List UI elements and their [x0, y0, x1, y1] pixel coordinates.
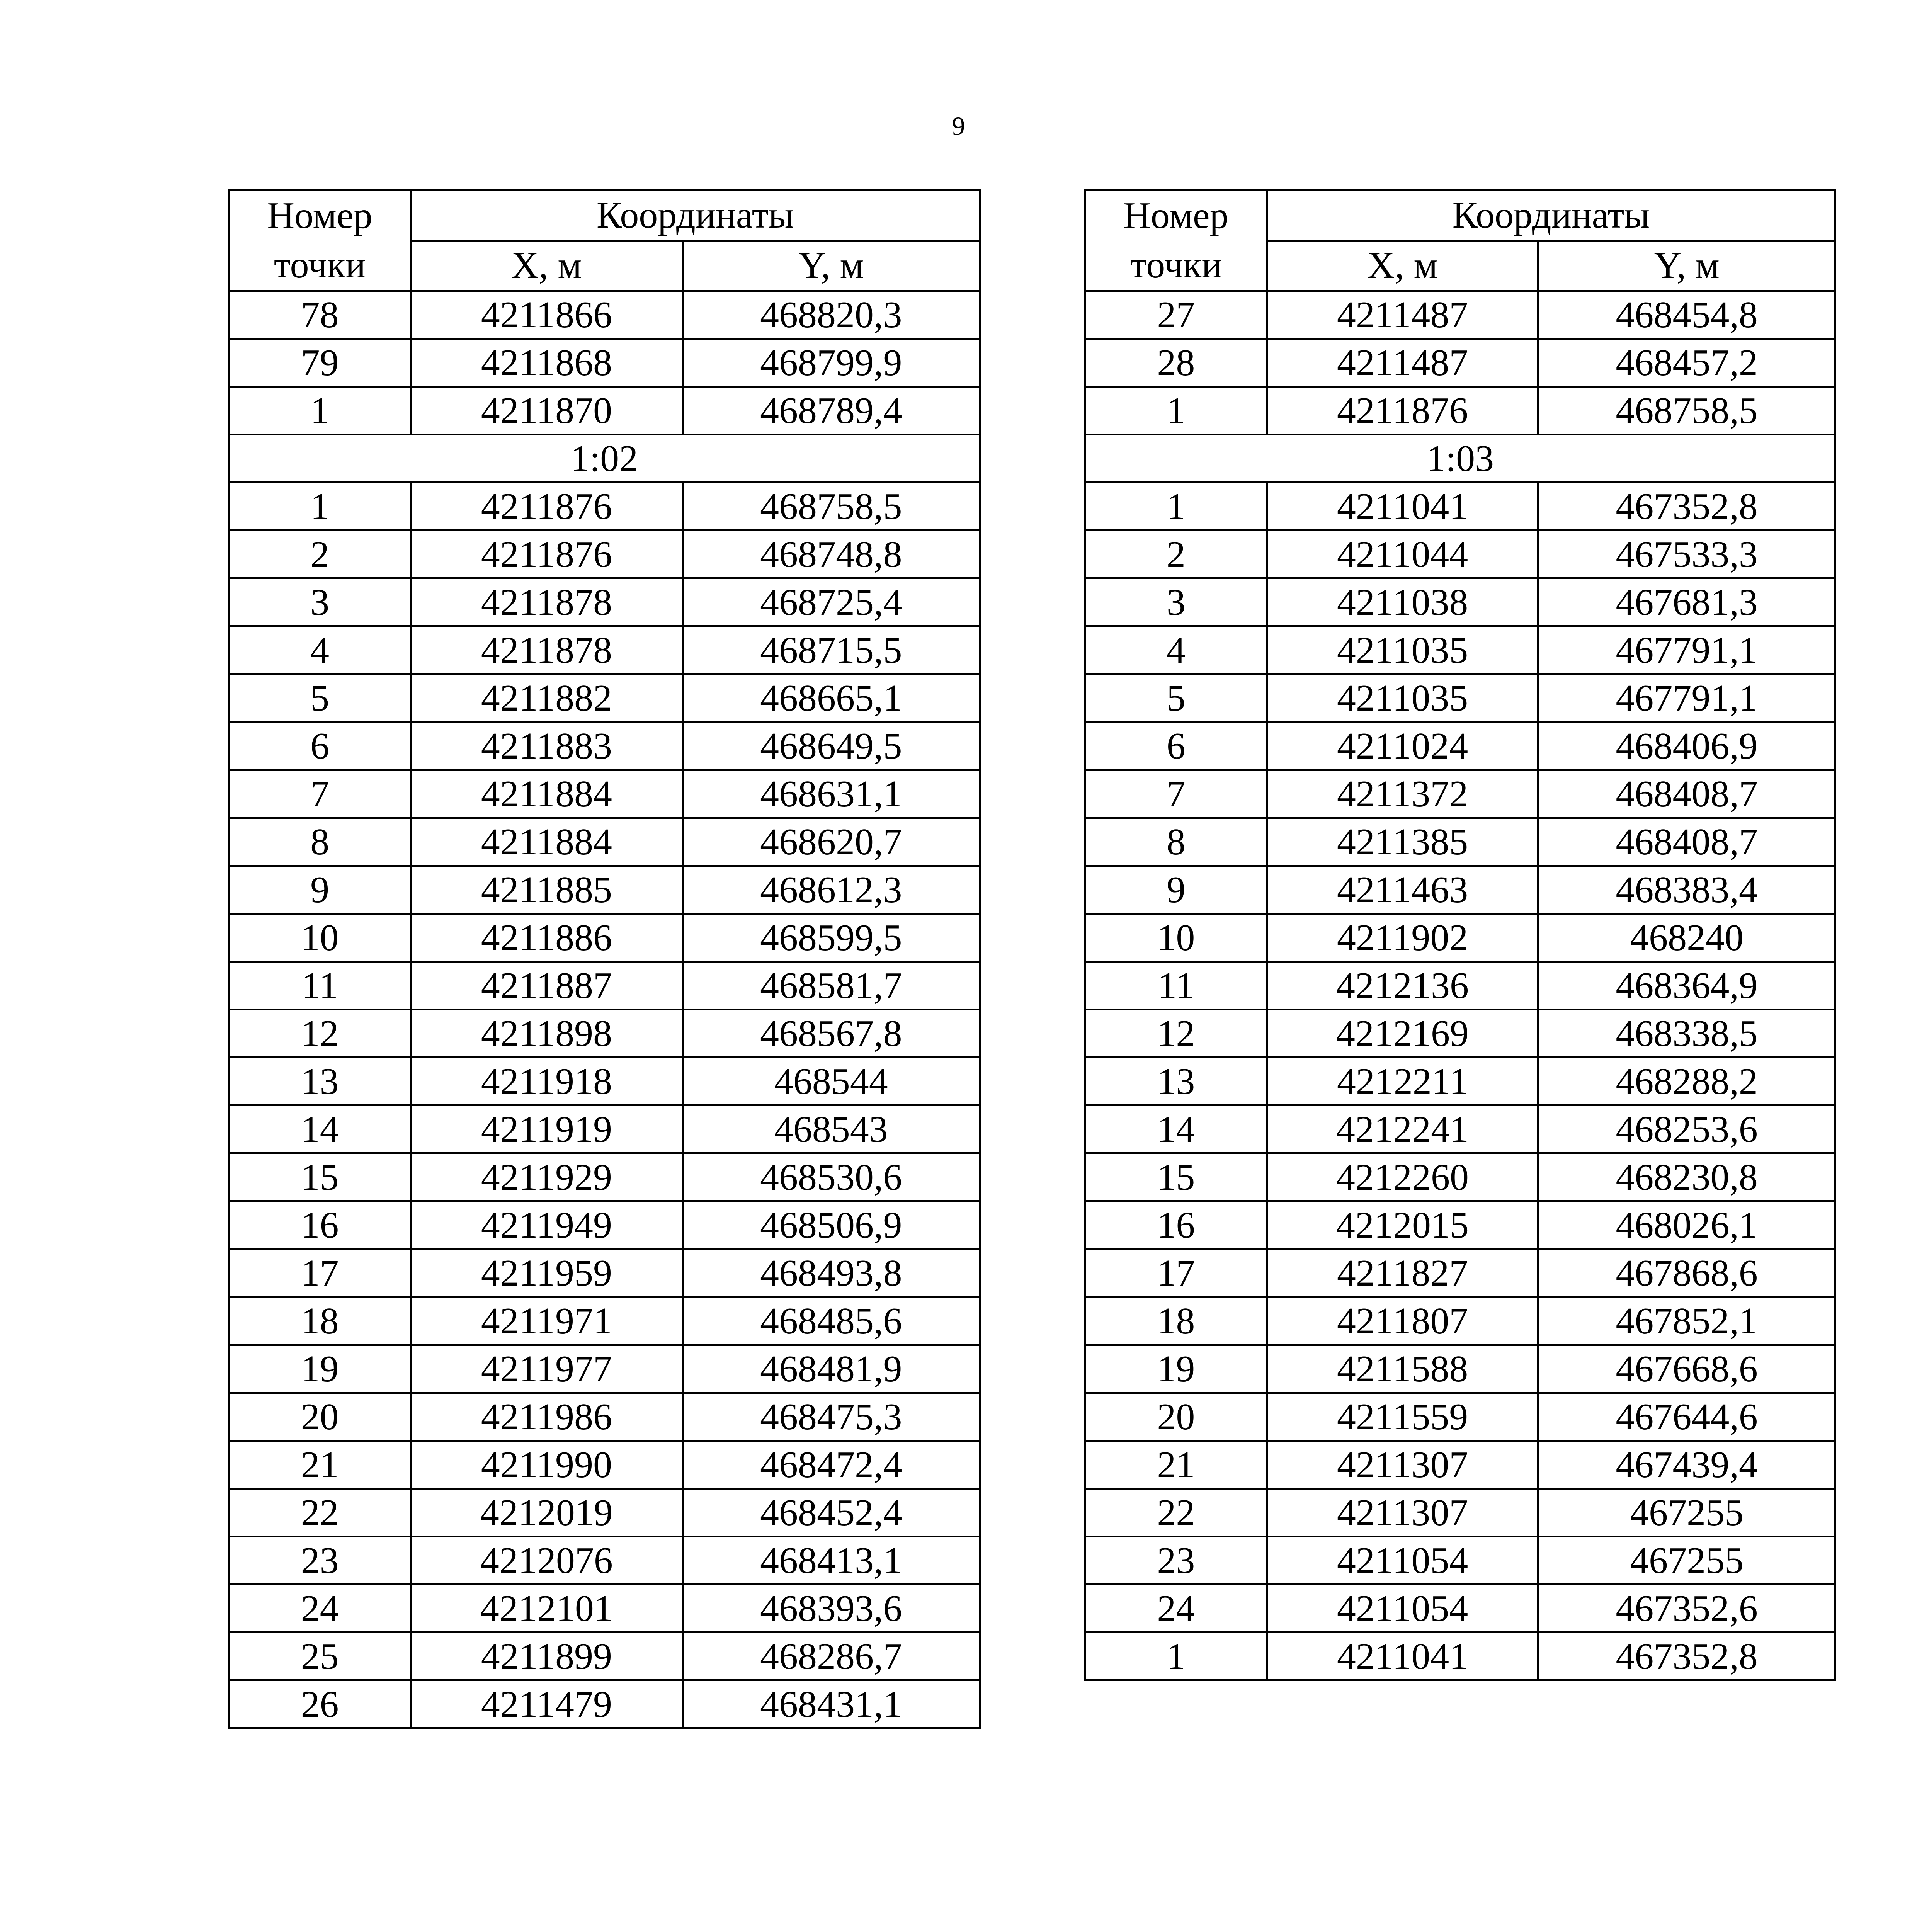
- x-coordinate-cell: 4211884: [411, 818, 682, 866]
- y-coordinate-cell: 468408,7: [1538, 818, 1835, 866]
- point-number-cell: 21: [1085, 1441, 1267, 1489]
- table-row: [1085, 291, 1835, 339]
- point-number-cell: 1: [1085, 387, 1267, 435]
- y-coordinate-cell: 468493,8: [682, 1249, 980, 1297]
- y-coordinate-cell: 468758,5: [1538, 387, 1835, 435]
- point-number-cell: 12: [1085, 1010, 1267, 1058]
- x-coordinate-cell: 4211902: [1267, 914, 1538, 962]
- table-row: [229, 962, 980, 1010]
- point-number-cell: 23: [229, 1537, 411, 1585]
- y-coordinate-cell: 468715,5: [682, 626, 980, 674]
- table-row: [229, 914, 980, 962]
- y-coordinate-cell: 468452,4: [682, 1489, 980, 1537]
- point-number-cell: 22: [1085, 1489, 1267, 1537]
- x-coordinate-cell: 4211899: [411, 1633, 682, 1680]
- x-coordinate-cell: 4211479: [411, 1680, 682, 1728]
- y-coordinate-cell: 467681,3: [1538, 578, 1835, 626]
- x-coordinate-cell: 4211487: [1267, 339, 1538, 387]
- point-number-cell: 9: [1085, 866, 1267, 914]
- x-column-header: X, м: [1267, 240, 1538, 291]
- x-coordinate-cell: 4211463: [1267, 866, 1538, 914]
- x-coordinate-cell: 4211035: [1267, 674, 1538, 722]
- point-number-cell: 6: [229, 722, 411, 770]
- y-coordinate-cell: 467791,1: [1538, 674, 1835, 722]
- y-coordinate-cell: 468665,1: [682, 674, 980, 722]
- table-row: [1085, 1201, 1835, 1249]
- table-row: [1085, 578, 1835, 626]
- y-coordinate-cell: 467533,3: [1538, 531, 1835, 578]
- table-row: [229, 1153, 980, 1201]
- table-row: [229, 1393, 980, 1441]
- x-coordinate-cell: 4211024: [1267, 722, 1538, 770]
- x-coordinate-cell: 4211827: [1267, 1249, 1538, 1297]
- table-row: [1085, 1585, 1835, 1633]
- table-row: [1085, 818, 1835, 866]
- point-number-cell: 8: [1085, 818, 1267, 866]
- point-number-cell: 16: [1085, 1201, 1267, 1249]
- point-number-cell: 9: [229, 866, 411, 914]
- y-coordinate-cell: 467352,8: [1538, 1633, 1835, 1680]
- y-coordinate-cell: 468649,5: [682, 722, 980, 770]
- point-number-cell: 5: [229, 674, 411, 722]
- point-number-cell: 19: [1085, 1345, 1267, 1393]
- table-row: [1085, 1441, 1835, 1489]
- y-coordinate-cell: 468364,9: [1538, 962, 1835, 1010]
- table-row: [229, 483, 980, 531]
- point-number-cell: 25: [229, 1633, 411, 1680]
- point-number-header-line1: Номер: [1123, 195, 1229, 236]
- y-coordinate-cell: 468599,5: [682, 914, 980, 962]
- point-number-cell: 14: [229, 1105, 411, 1153]
- y-coordinate-cell: 467439,4: [1538, 1441, 1835, 1489]
- point-number-cell: 2: [1085, 531, 1267, 578]
- y-coordinate-cell: 468620,7: [682, 818, 980, 866]
- point-number-header: [1085, 190, 1267, 291]
- table-row: [1085, 962, 1835, 1010]
- point-number-cell: 7: [1085, 770, 1267, 818]
- point-number-cell: 18: [229, 1297, 411, 1345]
- point-number-cell: 16: [229, 1201, 411, 1249]
- coordinates-header: Координаты: [1267, 190, 1835, 241]
- table-row: [1085, 1153, 1835, 1201]
- y-coordinate-cell: 468288,2: [1538, 1058, 1835, 1105]
- table-row: [1085, 722, 1835, 770]
- point-number-cell: 26: [229, 1680, 411, 1728]
- x-coordinate-cell: 4211044: [1267, 531, 1538, 578]
- point-number-cell: 15: [229, 1153, 411, 1201]
- group-label: 1:03: [1085, 435, 1835, 483]
- point-number-cell: 1: [1085, 1633, 1267, 1680]
- point-number-cell: 13: [229, 1058, 411, 1105]
- table-row: [1085, 1489, 1835, 1537]
- x-coordinate-cell: 4211054: [1267, 1585, 1538, 1633]
- x-coordinate-cell: 4211949: [411, 1201, 682, 1249]
- x-coordinate-cell: 4211884: [411, 770, 682, 818]
- point-number-cell: 7: [229, 770, 411, 818]
- group-label: 1:02: [229, 435, 980, 483]
- y-coordinate-cell: 468408,7: [1538, 770, 1835, 818]
- table-row: [229, 626, 980, 674]
- y-coordinate-cell: 468506,9: [682, 1201, 980, 1249]
- table-row: [1085, 339, 1835, 387]
- table-row: [1085, 1633, 1835, 1680]
- point-number-cell: 11: [1085, 962, 1267, 1010]
- x-coordinate-cell: 4211372: [1267, 770, 1538, 818]
- x-coordinate-cell: 4211868: [411, 339, 682, 387]
- table-row: [229, 722, 980, 770]
- table-row: [229, 291, 980, 339]
- table-row: [229, 578, 980, 626]
- table-row: [1085, 626, 1835, 674]
- x-coordinate-cell: 4211307: [1267, 1489, 1538, 1537]
- x-coordinate-cell: 4211876: [1267, 387, 1538, 435]
- point-number-cell: 4: [1085, 626, 1267, 674]
- x-coordinate-cell: 4211035: [1267, 626, 1538, 674]
- x-coordinate-cell: 4211929: [411, 1153, 682, 1201]
- x-coordinate-cell: 4212211: [1267, 1058, 1538, 1105]
- table-body: [229, 291, 980, 1728]
- y-coordinate-cell: 467868,6: [1538, 1249, 1835, 1297]
- point-number-cell: 6: [1085, 722, 1267, 770]
- table-row: [229, 770, 980, 818]
- y-coordinate-cell: 468240: [1538, 914, 1835, 962]
- x-coordinate-cell: 4211971: [411, 1297, 682, 1345]
- x-coordinate-cell: 4211054: [1267, 1537, 1538, 1585]
- table-row: [229, 1633, 980, 1680]
- x-coordinate-cell: 4212015: [1267, 1201, 1538, 1249]
- y-coordinate-cell: 468413,1: [682, 1537, 980, 1585]
- point-number-cell: 3: [1085, 578, 1267, 626]
- y-coordinate-cell: 468758,5: [682, 483, 980, 531]
- table-body: [1085, 291, 1835, 1680]
- point-number-cell: 4: [229, 626, 411, 674]
- y-coordinate-cell: 468485,6: [682, 1297, 980, 1345]
- x-coordinate-cell: 4211876: [411, 483, 682, 531]
- point-number-cell: 19: [229, 1345, 411, 1393]
- point-number-cell: 20: [1085, 1393, 1267, 1441]
- group-label-row: [1085, 435, 1835, 483]
- table-row: [229, 1585, 980, 1633]
- x-column-header: X, м: [411, 240, 682, 291]
- y-coordinate-cell: 468799,9: [682, 339, 980, 387]
- x-coordinate-cell: 4212241: [1267, 1105, 1538, 1153]
- page-number: 9: [952, 111, 965, 141]
- point-number-cell: 24: [1085, 1585, 1267, 1633]
- point-number-cell: 11: [229, 962, 411, 1010]
- x-coordinate-cell: 4211878: [411, 626, 682, 674]
- y-coordinate-cell: 467352,8: [1538, 483, 1835, 531]
- coordinates-table-right: [1084, 189, 1836, 1681]
- point-number-cell: 13: [1085, 1058, 1267, 1105]
- point-number-cell: 22: [229, 1489, 411, 1537]
- x-coordinate-cell: 4212169: [1267, 1010, 1538, 1058]
- point-number-cell: 20: [229, 1393, 411, 1441]
- y-coordinate-cell: 468383,4: [1538, 866, 1835, 914]
- table-row: [1085, 914, 1835, 962]
- x-coordinate-cell: 4211977: [411, 1345, 682, 1393]
- table-row: [1085, 770, 1835, 818]
- y-coordinate-cell: 468472,4: [682, 1441, 980, 1489]
- x-coordinate-cell: 4211041: [1267, 483, 1538, 531]
- x-coordinate-cell: 4211883: [411, 722, 682, 770]
- table-row: [229, 866, 980, 914]
- table-row: [1085, 483, 1835, 531]
- point-number-cell: 23: [1085, 1537, 1267, 1585]
- x-coordinate-cell: 4211307: [1267, 1441, 1538, 1489]
- table-row: [1085, 1249, 1835, 1297]
- point-number-cell: 27: [1085, 291, 1267, 339]
- y-column-header: Y, м: [682, 240, 980, 291]
- x-coordinate-cell: 4212076: [411, 1537, 682, 1585]
- point-number-cell: 17: [229, 1249, 411, 1297]
- table-row: [1085, 1058, 1835, 1105]
- y-coordinate-cell: 467255: [1538, 1537, 1835, 1585]
- table-row: [229, 1297, 980, 1345]
- table-row: [229, 1441, 980, 1489]
- coordinates-table-left: [228, 189, 981, 1729]
- y-coordinate-cell: 468481,9: [682, 1345, 980, 1393]
- point-number-cell: 28: [1085, 339, 1267, 387]
- y-coordinate-cell: 468631,1: [682, 770, 980, 818]
- y-coordinate-cell: 468253,6: [1538, 1105, 1835, 1153]
- table-row: [229, 1010, 980, 1058]
- table-row: [229, 387, 980, 435]
- point-number-cell: 3: [229, 578, 411, 626]
- x-coordinate-cell: 4211886: [411, 914, 682, 962]
- table-row: [229, 1537, 980, 1585]
- table-row: [229, 1345, 980, 1393]
- x-coordinate-cell: 4211986: [411, 1393, 682, 1441]
- table-row: [229, 1105, 980, 1153]
- y-coordinate-cell: 468286,7: [682, 1633, 980, 1680]
- table-row: [1085, 674, 1835, 722]
- table-row: [1085, 387, 1835, 435]
- x-coordinate-cell: 4211588: [1267, 1345, 1538, 1393]
- point-number-cell: 18: [1085, 1297, 1267, 1345]
- y-coordinate-cell: 468457,2: [1538, 339, 1835, 387]
- point-number-cell: 17: [1085, 1249, 1267, 1297]
- point-number-header: [229, 190, 411, 291]
- y-coordinate-cell: 468820,3: [682, 291, 980, 339]
- y-coordinate-cell: 468748,8: [682, 531, 980, 578]
- point-number-cell: 78: [229, 291, 411, 339]
- point-number-cell: 1: [229, 483, 411, 531]
- y-coordinate-cell: 467352,6: [1538, 1585, 1835, 1633]
- point-number-cell: 21: [229, 1441, 411, 1489]
- table-row: [229, 1249, 980, 1297]
- table-row: [1085, 1010, 1835, 1058]
- x-coordinate-cell: 4211038: [1267, 578, 1538, 626]
- table-row: [1085, 531, 1835, 578]
- x-coordinate-cell: 4211882: [411, 674, 682, 722]
- y-coordinate-cell: 468567,8: [682, 1010, 980, 1058]
- point-number-header-line1: Номер: [267, 195, 373, 236]
- table-row: [1085, 1537, 1835, 1585]
- x-coordinate-cell: 4212101: [411, 1585, 682, 1633]
- y-coordinate-cell: 468475,3: [682, 1393, 980, 1441]
- y-coordinate-cell: 468026,1: [1538, 1201, 1835, 1249]
- x-coordinate-cell: 4211870: [411, 387, 682, 435]
- point-number-cell: 5: [1085, 674, 1267, 722]
- table-row: [1085, 1105, 1835, 1153]
- x-coordinate-cell: 4211807: [1267, 1297, 1538, 1345]
- y-coordinate-cell: 468454,8: [1538, 291, 1835, 339]
- y-coordinate-cell: 468393,6: [682, 1585, 980, 1633]
- point-number-header-line2: точки: [274, 244, 366, 286]
- x-coordinate-cell: 4211041: [1267, 1633, 1538, 1680]
- point-number-cell: 14: [1085, 1105, 1267, 1153]
- table-row: [229, 1201, 980, 1249]
- table-row: [229, 531, 980, 578]
- point-number-cell: 2: [229, 531, 411, 578]
- y-coordinate-cell: 468789,4: [682, 387, 980, 435]
- point-number-cell: 10: [1085, 914, 1267, 962]
- point-number-cell: 15: [1085, 1153, 1267, 1201]
- x-coordinate-cell: 4212260: [1267, 1153, 1538, 1201]
- y-coordinate-cell: 468530,6: [682, 1153, 980, 1201]
- coordinates-header: Координаты: [411, 190, 980, 241]
- y-coordinate-cell: 468725,4: [682, 578, 980, 626]
- point-number-cell: 8: [229, 818, 411, 866]
- y-coordinate-cell: 468338,5: [1538, 1010, 1835, 1058]
- y-coordinate-cell: 467255: [1538, 1489, 1835, 1537]
- table-row: [229, 1058, 980, 1105]
- x-coordinate-cell: 4211487: [1267, 291, 1538, 339]
- x-coordinate-cell: 4212136: [1267, 962, 1538, 1010]
- y-coordinate-cell: 468406,9: [1538, 722, 1835, 770]
- point-number-cell: 12: [229, 1010, 411, 1058]
- x-coordinate-cell: 4212019: [411, 1489, 682, 1537]
- point-number-cell: 10: [229, 914, 411, 962]
- y-column-header: Y, м: [1538, 240, 1835, 291]
- table-header: [1085, 190, 1835, 291]
- y-coordinate-cell: 468581,7: [682, 962, 980, 1010]
- x-coordinate-cell: 4211898: [411, 1010, 682, 1058]
- y-coordinate-cell: 468230,8: [1538, 1153, 1835, 1201]
- x-coordinate-cell: 4211878: [411, 578, 682, 626]
- point-number-header-line2: точки: [1130, 244, 1222, 286]
- table-row: [229, 818, 980, 866]
- y-coordinate-cell: 467644,6: [1538, 1393, 1835, 1441]
- x-coordinate-cell: 4211559: [1267, 1393, 1538, 1441]
- point-number-cell: 1: [229, 387, 411, 435]
- x-coordinate-cell: 4211385: [1267, 818, 1538, 866]
- table-row: [229, 1489, 980, 1537]
- y-coordinate-cell: 468544: [682, 1058, 980, 1105]
- x-coordinate-cell: 4211919: [411, 1105, 682, 1153]
- x-coordinate-cell: 4211885: [411, 866, 682, 914]
- x-coordinate-cell: 4211887: [411, 962, 682, 1010]
- table-row: [229, 1680, 980, 1728]
- table-row: [229, 339, 980, 387]
- point-number-cell: 24: [229, 1585, 411, 1633]
- x-coordinate-cell: 4211866: [411, 291, 682, 339]
- table-row: [1085, 866, 1835, 914]
- table-row: [1085, 1393, 1835, 1441]
- x-coordinate-cell: 4211876: [411, 531, 682, 578]
- group-label-row: [229, 435, 980, 483]
- x-coordinate-cell: 4211990: [411, 1441, 682, 1489]
- point-number-cell: 79: [229, 339, 411, 387]
- y-coordinate-cell: 468612,3: [682, 866, 980, 914]
- table-header: [229, 190, 980, 291]
- y-coordinate-cell: 468543: [682, 1105, 980, 1153]
- point-number-cell: 1: [1085, 483, 1267, 531]
- y-coordinate-cell: 467668,6: [1538, 1345, 1835, 1393]
- x-coordinate-cell: 4211959: [411, 1249, 682, 1297]
- table-row: [229, 674, 980, 722]
- y-coordinate-cell: 467852,1: [1538, 1297, 1835, 1345]
- y-coordinate-cell: 468431,1: [682, 1680, 980, 1728]
- y-coordinate-cell: 467791,1: [1538, 626, 1835, 674]
- table-row: [1085, 1345, 1835, 1393]
- table-row: [1085, 1297, 1835, 1345]
- x-coordinate-cell: 4211918: [411, 1058, 682, 1105]
